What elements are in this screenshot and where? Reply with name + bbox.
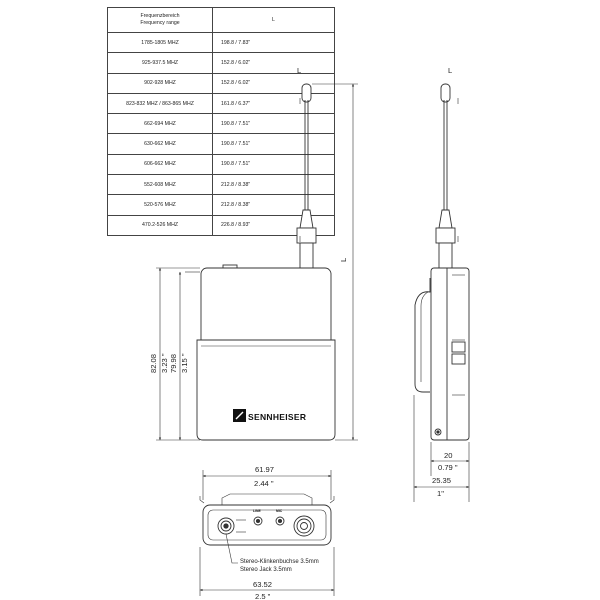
side-antenna-label: L [448,66,453,75]
width-total-inch-label: 2.5 " [255,592,271,600]
header-length: L [213,8,335,33]
width-body-inch-label: 2.44 " [254,479,274,488]
frequency-cell: 925-937.5 MHZ [108,53,213,73]
height-body-label: 79.98 [169,353,178,373]
sennheiser-logo [233,409,246,422]
side-body [431,268,469,440]
brand-name: SENNHEISER [248,412,307,422]
length-cell: 190.8 / 7.51" [213,134,335,154]
height-body-inch-label: 3.15 " [180,353,189,373]
jack-note-en: Stereo Jack 3.5mm [240,567,292,573]
length-cell: 212.8 / 8.38" [213,175,335,195]
height-total-label: 82.08 [149,353,158,373]
jack-note-de: Stereo-Klinkenbuchse 3.5mm [240,559,319,565]
frequency-cell: 1785-1805 MHZ [108,33,213,53]
belt-clip [415,278,430,392]
length-cell: 190.8 / 7.51" [213,114,335,134]
length-cell: 212.8 / 8.38" [213,195,335,215]
frequency-cell: 470.2-526 MHZ [108,215,213,235]
side-antenna [436,84,455,269]
frequency-cell: 606-662 MHZ [108,154,213,174]
length-cell: 198.8 / 7.83" [213,33,335,53]
front-view [197,84,335,440]
bottom-view [200,494,334,545]
line-jack-socket [254,517,262,525]
length-cell: 161.8 / 6.37" [213,93,335,113]
width-body-label: 61.97 [255,465,275,474]
depth-label: 20 [444,451,453,460]
frequency-cell: 630-662 MHZ [108,134,213,154]
antenna-socket [294,516,314,536]
header-frequency-de: Frequenzbereich [140,12,180,19]
frequency-cell: 520-576 MHZ [108,195,213,215]
overall-length-label: L [339,257,348,262]
depth-total-inch-label: 1" [437,489,444,498]
depth-total-label: 25.35 [432,476,452,485]
mic-jack-socket [276,517,284,525]
frequency-cell: 902-928 MHZ [108,73,213,93]
frequency-cell: 823-832 MHZ / 863-865 MHZ [108,93,213,113]
header-frequency-en: Frequency range [140,20,180,26]
length-cell: 226.8 / 8.93" [213,215,335,235]
frequency-cell: 662-694 MHZ [108,114,213,134]
depth-inch-label: 0.79 " [438,463,458,472]
stereo-jack-socket [218,518,234,534]
height-total-inch-label: 3.23 " [160,353,169,373]
front-antenna-label: L [297,66,302,75]
width-total-label: 63.52 [253,580,273,589]
side-view [415,84,469,440]
length-cell: 190.8 / 7.51" [213,154,335,174]
length-cell: 152.8 / 6.02" [213,53,335,73]
mic-jack-label: MIC [276,509,283,513]
length-cell: 152.8 / 6.02" [213,73,335,93]
line-jack-label: LINE [253,509,261,513]
frequency-cell: 552-608 MHZ [108,175,213,195]
